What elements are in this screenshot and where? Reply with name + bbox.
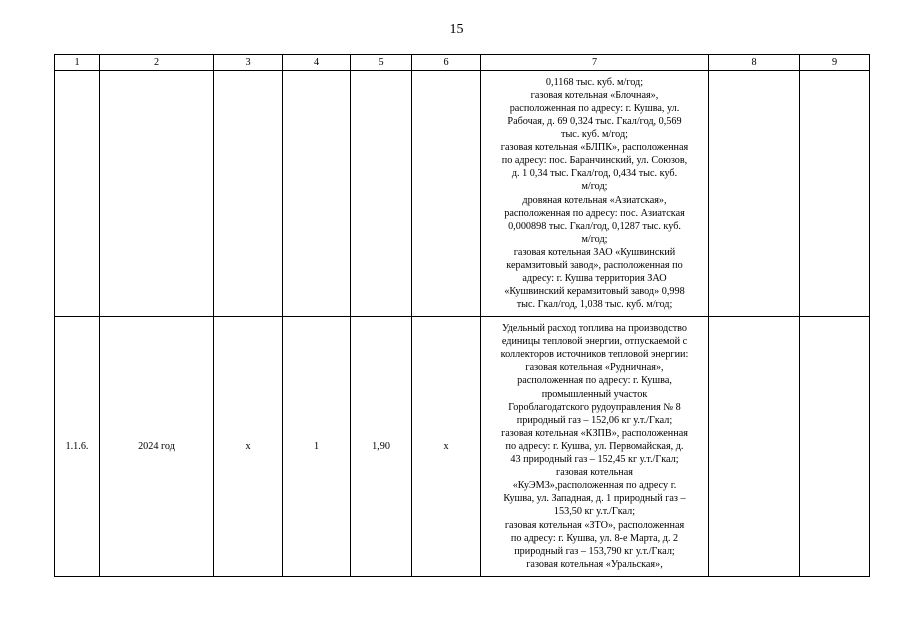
table-cell	[800, 317, 870, 577]
column-header: 4	[283, 55, 351, 71]
data-table	[54, 54, 870, 577]
column-header: 1	[55, 55, 100, 71]
table-cell	[709, 317, 800, 577]
table-cell	[351, 71, 412, 317]
table-cell	[100, 71, 214, 317]
column-header: 2	[100, 55, 214, 71]
column-header: 9	[800, 55, 870, 71]
table-cell: х	[214, 317, 283, 577]
table-cell: х	[412, 317, 481, 577]
column-header: 8	[709, 55, 800, 71]
column-header: 6	[412, 55, 481, 71]
table-cell	[55, 71, 100, 317]
table-header-row	[55, 55, 870, 71]
table-cell	[283, 71, 351, 317]
table-row	[55, 317, 870, 577]
table-cell	[214, 71, 283, 317]
column-header: 7	[481, 55, 709, 71]
column-header: 5	[351, 55, 412, 71]
table-row	[55, 71, 870, 317]
table-cell	[412, 71, 481, 317]
table-cell: 1	[283, 317, 351, 577]
description-cell: Удельный расход топлива на производство единицы тепловой энергии, отпускаемой с коллекторов источников тепловой энергии: газовая котельная «Рудничная», расположенная по адресу: г. Кушва, промышленный участок Гороблагодатского рудоуправления № 8 природный газ – 152,06 кг у.т./Гкал; газовая котельная «КЗПВ», расположенная по адресу: г. Кушва, ул. Первомайская, д. 43 природный газ – 152,45 кг у.т./Гкал; газовая котельная «КуЭМЗ»,расположенная по адресу г. Кушва, ул. Западная, д. 1 природный газ – 153,50 кг у.т./Гкал; газовая котельная «ЗТО», расположенная по адресу: г. Кушва, ул. 8-е Марта, д. 2 природный газ – 153,790 кг у.т./Гкал; газовая котельная «Уральская»,	[481, 317, 709, 577]
table-cell	[709, 71, 800, 317]
description-cell: 0,1168 тыс. куб. м/год; газовая котельная «Блочная», расположенная по адресу: г. Кушва, ул. Рабочая, д. 69 0,324 тыс. Гкал/год, 0,569 тыс. куб. м/год; газовая котельная «БЛПК», расположенная по адресу: пос. Баранчинский, ул. Союзов, д. 1 0,34 тыс. Гкал/год, 0,434 тыс. куб. м/год; дровяная котельная «Азиатская», расположенная по адресу: пос. Азиатская 0,000898 тыс. Гкал/год, 0,1287 тыс. куб. м/год; газовая котельная ЗАО «Кушвинский керамзитовый завод», расположенная по адресу: г. Кушва территория ЗАО «Кушвинский керамзитовый завод» 0,998 тыс. Гкал/год, 1,038 тыс. куб. м/год;	[481, 71, 709, 317]
item-number-cell: 1.1.6.	[55, 317, 100, 577]
table-cell: 1,90	[351, 317, 412, 577]
column-header: 3	[214, 55, 283, 71]
table-cell	[800, 71, 870, 317]
year-cell: 2024 год	[100, 317, 214, 577]
page-number: 15	[449, 22, 464, 37]
